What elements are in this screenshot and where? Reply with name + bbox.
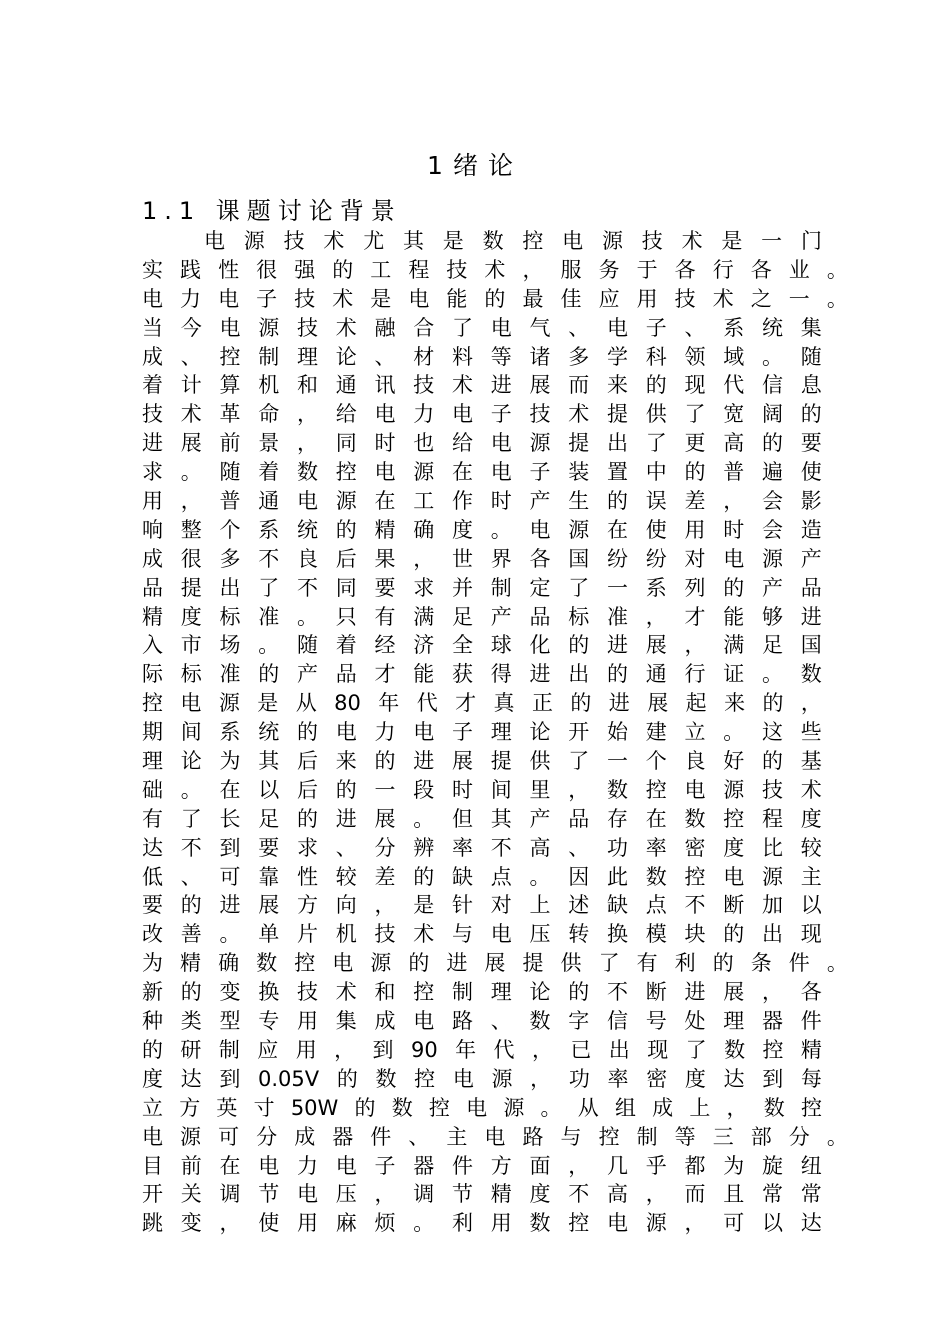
text-line: 着 计 算 机 和 通 讯 技 术 进 展 而 来 的 现 代 信 息 [142,373,822,398]
text-line: 低 、 可 靠 性 较 差 的 缺 点 。 因 此 数 控 电 源 主 [142,864,822,889]
text-line: 要 的 进 展 方 向 ， 是 针 对 上 述 缺 点 不 断 加 以 [142,893,822,918]
text-line: 实 践 性 很 强 的 工 程 技 术 ， 服 务 于 各 行 各 业 。 [142,257,848,282]
text-line: 改 善 。 单 片 机 技 术 与 电 压 转 换 模 块 的 出 现 [142,922,822,947]
text-line: 立 方 英 寸 50W 的 数 控 电 源 。 从 组 成 上 ， 数 控 [142,1095,822,1120]
text-line: 理 论 为 其 后 来 的 进 展 提 供 了 一 个 良 好 的 基 [142,749,822,774]
text-line: 新 的 变 换 技 术 和 控 制 理 论 的 不 断 进 展 ， 各 [142,980,822,1005]
text-line: 入 市 场 。 随 着 经 济 全 球 化 的 进 展 ， 满 足 国 [142,633,822,658]
text-line: 成 、 控 制 理 论 、 材 料 等 诸 多 学 科 领 域 。 随 [142,344,822,369]
text-line: 求 。 随 着 数 控 电 源 在 电 子 装 置 中 的 普 遍 使 [142,460,822,485]
text-line: 电 力 电 子 技 术 是 电 能 的 最 佳 应 用 技 术 之 一 。 [142,286,848,311]
text-line: 度 达 到 0.05V 的 数 控 电 源 ， 功 率 密 度 达 到 每 [142,1066,822,1091]
text-line: 础 。 在 以 后 的 一 段 时 间 里 ， 数 控 电 源 技 术 [142,777,822,802]
text-line: 跳 变 ， 使 用 麻 烦 。 利 用 数 控 电 源 ， 可 以 达 [142,1211,822,1236]
text-line: 目 前 在 电 力 电 子 器 件 方 面 ， 几 乎 都 为 旋 纽 [142,1153,822,1178]
text-line: 达 不 到 要 求 、 分 辨 率 不 高 、 功 率 密 度 比 较 [142,835,822,860]
section-title: 1.1 课题讨论背景 [142,197,402,225]
text-line: 当 今 电 源 技 术 融 合 了 电 气 、 电 子 、 系 统 集 [142,315,822,340]
text-line: 用 ， 普 通 电 源 在 工 作 时 产 生 的 误 差 ， 会 影 [142,489,822,514]
text-line: 的 研 制 应 用 ， 到 90 年 代 ， 已 出 现 了 数 控 精 [142,1037,822,1062]
body-paragraph [142,227,848,1238]
text-line: 为 精 确 数 控 电 源 的 进 展 提 供 了 有 利 的 条 件 。 [142,951,848,976]
text-line: 品 提 出 了 不 同 要 求 并 制 定 了 一 系 列 的 产 品 [142,575,822,600]
text-line: 际 标 准 的 产 品 才 能 获 得 进 出 的 通 行 证 。 数 [142,662,822,687]
text-line: 期 间 系 统 的 电 力 电 子 理 论 开 始 建 立 。 这 些 [142,720,822,745]
text-line: 种 类 型 专 用 集 成 电 路 、 数 字 信 号 处 理 器 件 [142,1009,822,1034]
text-line: 成 很 多 不 良 后 果 ， 世 界 各 国 纷 纷 对 电 源 产 [142,546,822,571]
text-line: 响 整 个 系 统 的 精 确 度 。 电 源 在 使 用 时 会 造 [142,517,822,542]
text-line: 电 源 可 分 成 器 件 、 主 电 路 与 控 制 等 三 部 分 。 [142,1124,848,1149]
text-line: 进 展 前 景 ， 同 时 也 给 电 源 提 出 了 更 高 的 要 [142,431,822,456]
text-line: 控 电 源 是 从 80 年 代 才 真 正 的 进 展 起 来 的 ， [142,691,822,716]
text-line: 精 度 标 准 。 只 有 满 足 产 品 标 准 ， 才 能 够 进 [142,604,822,629]
text-line: 开 关 调 节 电 压 ， 调 节 精 度 不 高 ， 而 且 常 常 [142,1182,822,1207]
text-line: 技 术 革 命 ， 给 电 力 电 子 技 术 提 供 了 宽 阔 的 [142,402,822,427]
text-line: 电 源 技 术 尤 其 是 数 控 电 源 技 术 是 一 门 [204,229,822,253]
text-line: 有 了 长 足 的 进 展 。 但 其 产 品 存 在 数 控 程 度 [142,806,822,831]
chapter-title: 1绪论 [427,151,523,180]
